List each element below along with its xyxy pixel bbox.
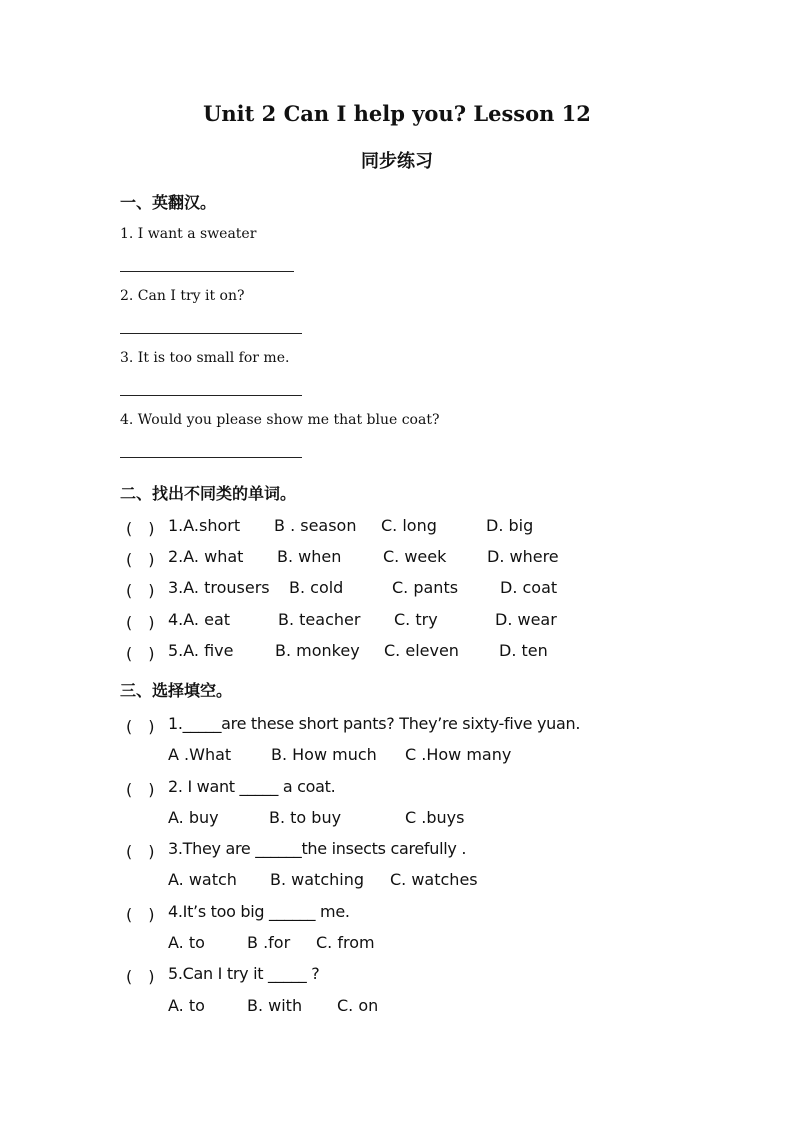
- option-b: B. with: [247, 995, 303, 1015]
- answer-bracket: ( ): [126, 779, 155, 799]
- answer-line: [120, 270, 294, 272]
- option-b: B. when: [277, 547, 342, 567]
- option-d: D. ten: [499, 640, 548, 660]
- answer-bracket: ( ): [126, 717, 155, 736]
- question-text: 1._____are these short pants? They’re sixty-five yuan.: [168, 714, 581, 733]
- option-b: B. monkey: [275, 640, 360, 660]
- option-b: B. watching: [270, 870, 364, 890]
- answer-bracket: ( ): [126, 643, 155, 663]
- option-d: D. where: [487, 547, 559, 567]
- answer-bracket: ( ): [126, 967, 155, 987]
- option-a: 1.A.short: [168, 516, 241, 535]
- option-b: B. teacher: [278, 609, 361, 629]
- option-c: C. watches: [390, 870, 478, 890]
- translate-list: [120, 226, 720, 474]
- option-a: 5.A. five: [168, 640, 234, 660]
- answer-bracket: ( ): [126, 581, 155, 601]
- option-a: 2.A. what: [168, 547, 244, 567]
- answer-bracket: ( ): [126, 519, 155, 538]
- translate-question: 4. Would you please show me that blue coat?: [120, 412, 440, 428]
- question-text: 2. I want _____ a coat.: [168, 776, 336, 796]
- answer-bracket: ( ): [126, 612, 155, 632]
- translate-item: [120, 288, 720, 350]
- answer-bracket: ( ): [126, 904, 155, 924]
- option-a: 3.A. trousers: [168, 578, 270, 598]
- option-a: A. to: [168, 933, 205, 953]
- section-heading-translate: 一、英翻汉。: [120, 193, 217, 212]
- translate-question: 1. I want a sweater: [120, 226, 257, 242]
- option-d: D. big: [486, 516, 534, 535]
- question-text: 5.Can I try it _____ ?: [168, 964, 320, 984]
- option-b: B. cold: [289, 578, 344, 598]
- translate-question: 2. Can I try it on?: [120, 288, 245, 304]
- option-a: A. to: [168, 995, 205, 1015]
- option-c: C. pants: [392, 578, 459, 598]
- answer-line: [120, 456, 302, 458]
- page-subtitle: 同步练习: [361, 151, 433, 172]
- page-title: Unit 2 Can I help you? Lesson 12: [203, 101, 591, 126]
- option-c: C. eleven: [384, 640, 459, 660]
- option-a: A. buy: [168, 807, 219, 827]
- option-b: B. to buy: [269, 807, 342, 827]
- option-c: C. week: [383, 547, 447, 567]
- option-d: D. wear: [495, 609, 557, 629]
- option-b: B . season: [274, 516, 357, 535]
- section-heading-multiple-choice: 三、选择填空。: [120, 681, 233, 700]
- option-a: A .What: [168, 745, 232, 765]
- translate-item: [120, 412, 720, 474]
- option-b: B .for: [247, 933, 291, 953]
- option-c: C .buys: [405, 807, 465, 827]
- question-text: 3.They are ______the insects carefully .: [168, 839, 467, 859]
- option-c: C. from: [316, 933, 375, 953]
- translate-item: [120, 226, 720, 288]
- option-d: D. coat: [500, 578, 558, 598]
- option-c: C. long: [381, 516, 437, 535]
- question-text: 4.It’s too big ______ me.: [168, 901, 350, 921]
- option-c: C .How many: [405, 745, 512, 765]
- answer-line: [120, 394, 302, 396]
- option-a: A. watch: [168, 870, 237, 890]
- answer-bracket: ( ): [126, 842, 155, 862]
- option-a: 4.A. eat: [168, 609, 231, 629]
- translate-item: [120, 350, 720, 412]
- section-heading-odd-one-out: 二、找出不同类的单词。: [120, 484, 297, 503]
- answer-line: [120, 332, 302, 334]
- option-c: C. on: [337, 995, 379, 1015]
- option-b: B. How much: [271, 745, 377, 765]
- answer-bracket: ( ): [126, 550, 155, 570]
- translate-question: 3. It is too small for me.: [120, 350, 290, 366]
- option-c: C. try: [394, 609, 438, 629]
